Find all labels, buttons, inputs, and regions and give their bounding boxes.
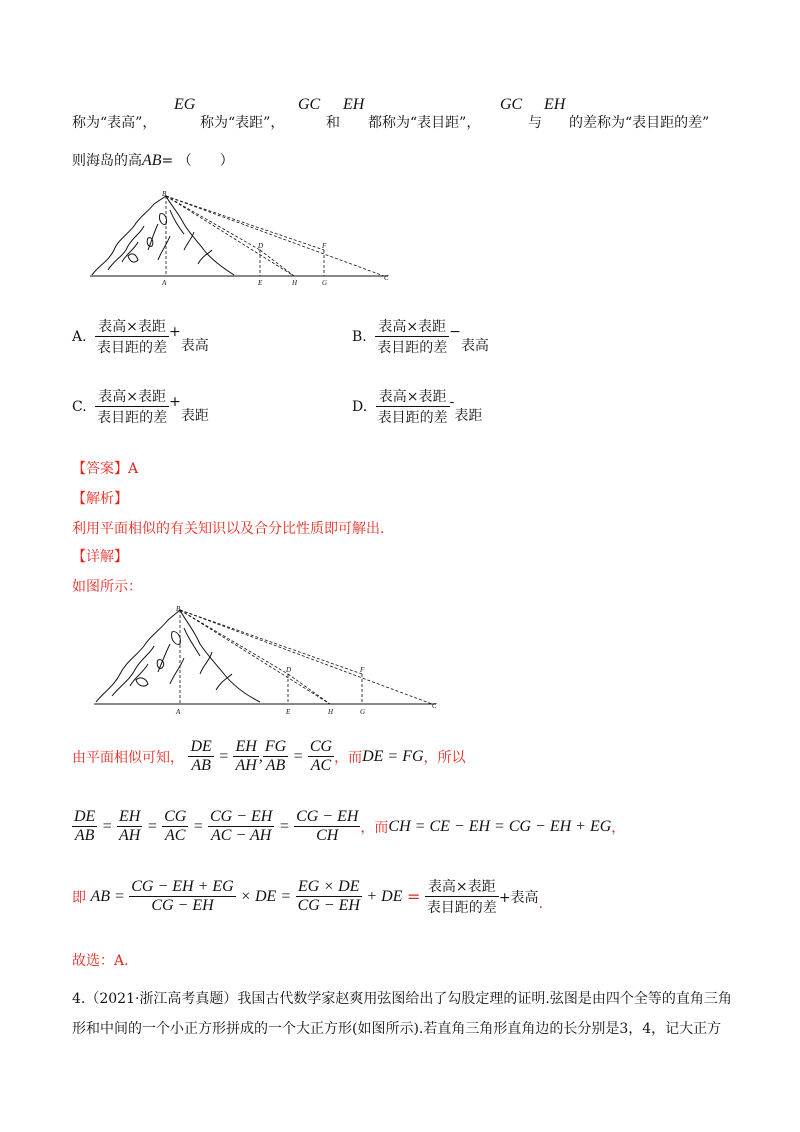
intro-line-1 — [72, 96, 732, 138]
option-b-numerator: 表高×表距 — [378, 319, 447, 335]
option-d-sign: - — [449, 393, 455, 410]
analysis-text: 利用平面相似的有关知识以及合分比性质即可解出. — [72, 521, 385, 537]
label-h: H — [292, 279, 298, 287]
equation-line-3 — [72, 876, 543, 917]
option-d[interactable] — [352, 386, 482, 427]
option-a-tail: 表高 — [180, 337, 209, 354]
option-d-letter: D. — [352, 398, 368, 415]
eq3-frac-3 — [425, 876, 499, 917]
option-b-letter: B. — [352, 328, 367, 345]
label-d-2: D — [286, 666, 292, 674]
intro-text-2: 称为“表距”， — [200, 115, 285, 131]
option-d-fraction — [376, 386, 450, 427]
var-gc-2: GC — [500, 96, 523, 113]
eq2-f3-num: CG — [164, 808, 187, 825]
label-g-2: G — [360, 708, 366, 716]
eq2-f2-num: EH — [119, 808, 141, 825]
eq3-f1-num: CG − EH + EG — [131, 878, 234, 895]
choice-text: 故选：A. — [72, 953, 129, 969]
option-b-fraction — [375, 316, 449, 357]
option-d-tail: 表距 — [454, 407, 483, 424]
eq1-suffix: ，所以 — [423, 749, 466, 766]
option-c-sign: + — [169, 393, 181, 410]
eq2-equals-3: = — [192, 817, 204, 835]
label-f-2: F — [360, 666, 365, 674]
eq3-frac-1 — [129, 878, 235, 915]
var-eh-2: EH — [544, 96, 566, 113]
var-eg: EG — [174, 96, 196, 113]
eq1-frac-cg-ac — [308, 738, 334, 775]
eq1-f4-num: CG — [309, 738, 333, 755]
eq1-frac-fg-ab — [263, 738, 288, 775]
eq2-f4-den: AC − AH — [208, 826, 274, 845]
var-ab: AB — [142, 152, 162, 169]
eq3-dot: . — [538, 895, 543, 912]
option-b-sign: − — [449, 323, 461, 340]
eq1-equals-1: = — [218, 747, 230, 765]
eq1-f3-den: AB — [263, 756, 288, 775]
eq1-prefix: 由平面相似可知， — [72, 749, 184, 766]
eq2-f1-den: AB — [72, 826, 97, 845]
option-b[interactable] — [352, 316, 489, 357]
label-b-2: B — [176, 605, 181, 613]
eq3-f2-den: CG − EH — [297, 897, 360, 914]
eq3-tail: +表高 — [498, 889, 539, 906]
option-a-letter: A. — [72, 328, 87, 345]
label-g: G — [322, 279, 328, 287]
label-c: C — [384, 274, 389, 282]
eq3-times-de: × DE = — [240, 887, 292, 905]
eq2-frac-4 — [208, 808, 274, 845]
label-b: B — [162, 190, 167, 198]
eq1-f4-den: AC — [308, 756, 334, 775]
var-eh: EH — [343, 96, 365, 113]
eq2-equals-1: = — [101, 817, 113, 835]
eq2-end: ， — [611, 819, 626, 836]
equation-line-1 — [72, 738, 466, 775]
eq2-f5-den: CH — [294, 826, 360, 845]
intro-text-6: = （ ） — [161, 153, 234, 169]
eq3-f3-den: 表目距的差 — [425, 896, 499, 917]
eq2-f2-den: AH — [119, 827, 141, 844]
option-a-numerator: 表高×表距 — [98, 319, 166, 335]
intro-line-2 — [72, 150, 234, 170]
intro-text-1: 称为“表高”， — [72, 115, 157, 131]
eq2-mid: ，而 — [360, 819, 389, 836]
eq3-lhs: AB = — [90, 887, 125, 905]
detail-label: 【详解】 — [72, 549, 128, 565]
eq2-f1-num: DE — [74, 808, 96, 825]
option-c-denominator: 表目距的差 — [95, 406, 169, 427]
option-c[interactable] — [72, 386, 209, 427]
eq1-frac-eh-ah — [233, 738, 258, 775]
eq3-prefix: 即 — [72, 889, 86, 906]
option-a[interactable] — [72, 316, 209, 357]
eq1-relation: DE = FG — [362, 747, 424, 765]
option-a-denominator: 表目距的差 — [95, 336, 169, 357]
analysis-label: 【解析】 — [72, 491, 128, 507]
eq2-frac-3 — [162, 808, 188, 845]
equation-line-2 — [72, 808, 625, 845]
eq1-equals-2: = — [292, 747, 304, 765]
label-h-2: H — [328, 708, 334, 716]
eq2-relation: CH = CE − EH = CG − EH + EG — [388, 817, 612, 835]
label-a-2: A — [176, 708, 181, 716]
eq3-equals-red: = — [406, 887, 421, 906]
detail-lead: 如图所示： — [72, 579, 142, 595]
option-c-letter: C. — [72, 398, 87, 415]
intro-text-4: 的差称为“表目距的差” — [569, 115, 710, 131]
option-c-fraction — [95, 386, 169, 427]
var-gc: GC — [298, 96, 321, 113]
option-c-numerator: 表高×表距 — [98, 389, 166, 405]
intro-with: 与 — [528, 115, 542, 131]
label-d: D — [258, 242, 264, 250]
eq2-frac-2 — [117, 808, 142, 845]
eq3-f2-num: EG × DE — [298, 878, 360, 895]
option-d-numerator: 表高×表距 — [378, 389, 447, 405]
option-b-denominator: 表目距的差 — [375, 336, 449, 357]
eq2-frac-5 — [294, 808, 360, 845]
label-f: F — [322, 242, 327, 250]
option-a-fraction — [95, 316, 169, 357]
island-figure-2 — [90, 604, 450, 720]
eq1-f2-num: EH — [235, 738, 257, 755]
island-figure-1 — [88, 190, 398, 290]
option-d-denominator: 表目距的差 — [376, 406, 450, 427]
eq3-f1-den: CG − EH — [129, 896, 235, 915]
eq1-frac-de-ab — [188, 738, 213, 775]
eq3-f3-num: 表高×表距 — [427, 879, 496, 895]
eq2-f4-num: CG − EH — [210, 808, 273, 825]
intro-and: 和 — [326, 115, 340, 131]
option-c-tail: 表距 — [180, 407, 209, 424]
intro-text-5: 则海岛的高 — [72, 153, 142, 169]
option-b-tail: 表高 — [460, 337, 489, 354]
q4-line-2: 形和中间的一个小正方形拼成的一个大正方形(如图所示).若直角三角形直角边的长分别是3，4，记大正方 — [72, 1021, 722, 1037]
eq1-f1-den: AB — [188, 756, 213, 775]
intro-text-3: 都称为“表目距”， — [368, 115, 481, 131]
eq2-equals-2: = — [146, 817, 158, 835]
q4-line-1: 4.（2021·浙江高考真题）我国古代数学家赵爽用弦图给出了勾股定理的证明.弦图是由四个全等的直角三角 — [72, 991, 732, 1007]
label-e-2: E — [286, 708, 291, 716]
label-a: A — [162, 279, 167, 287]
eq2-f3-den: AC — [162, 826, 188, 845]
eq3-frac-2 — [296, 878, 362, 915]
eq1-f3-num: FG — [264, 738, 287, 755]
eq2-frac-1 — [72, 808, 97, 845]
eq3-plus-de: + DE — [366, 887, 403, 905]
option-a-sign: + — [169, 323, 181, 340]
label-c-2: C — [432, 702, 437, 710]
eq2-f5-num: CG − EH — [296, 808, 359, 825]
eq1-f2-den: AH — [235, 757, 257, 774]
eq1-comma: , — [258, 747, 263, 765]
eq1-f1-num: DE — [190, 738, 212, 755]
eq2-equals-4: = — [278, 817, 290, 835]
answer-label: 【答案】A — [72, 461, 139, 477]
eq1-mid: ，而 — [334, 749, 363, 766]
label-e: E — [258, 279, 263, 287]
